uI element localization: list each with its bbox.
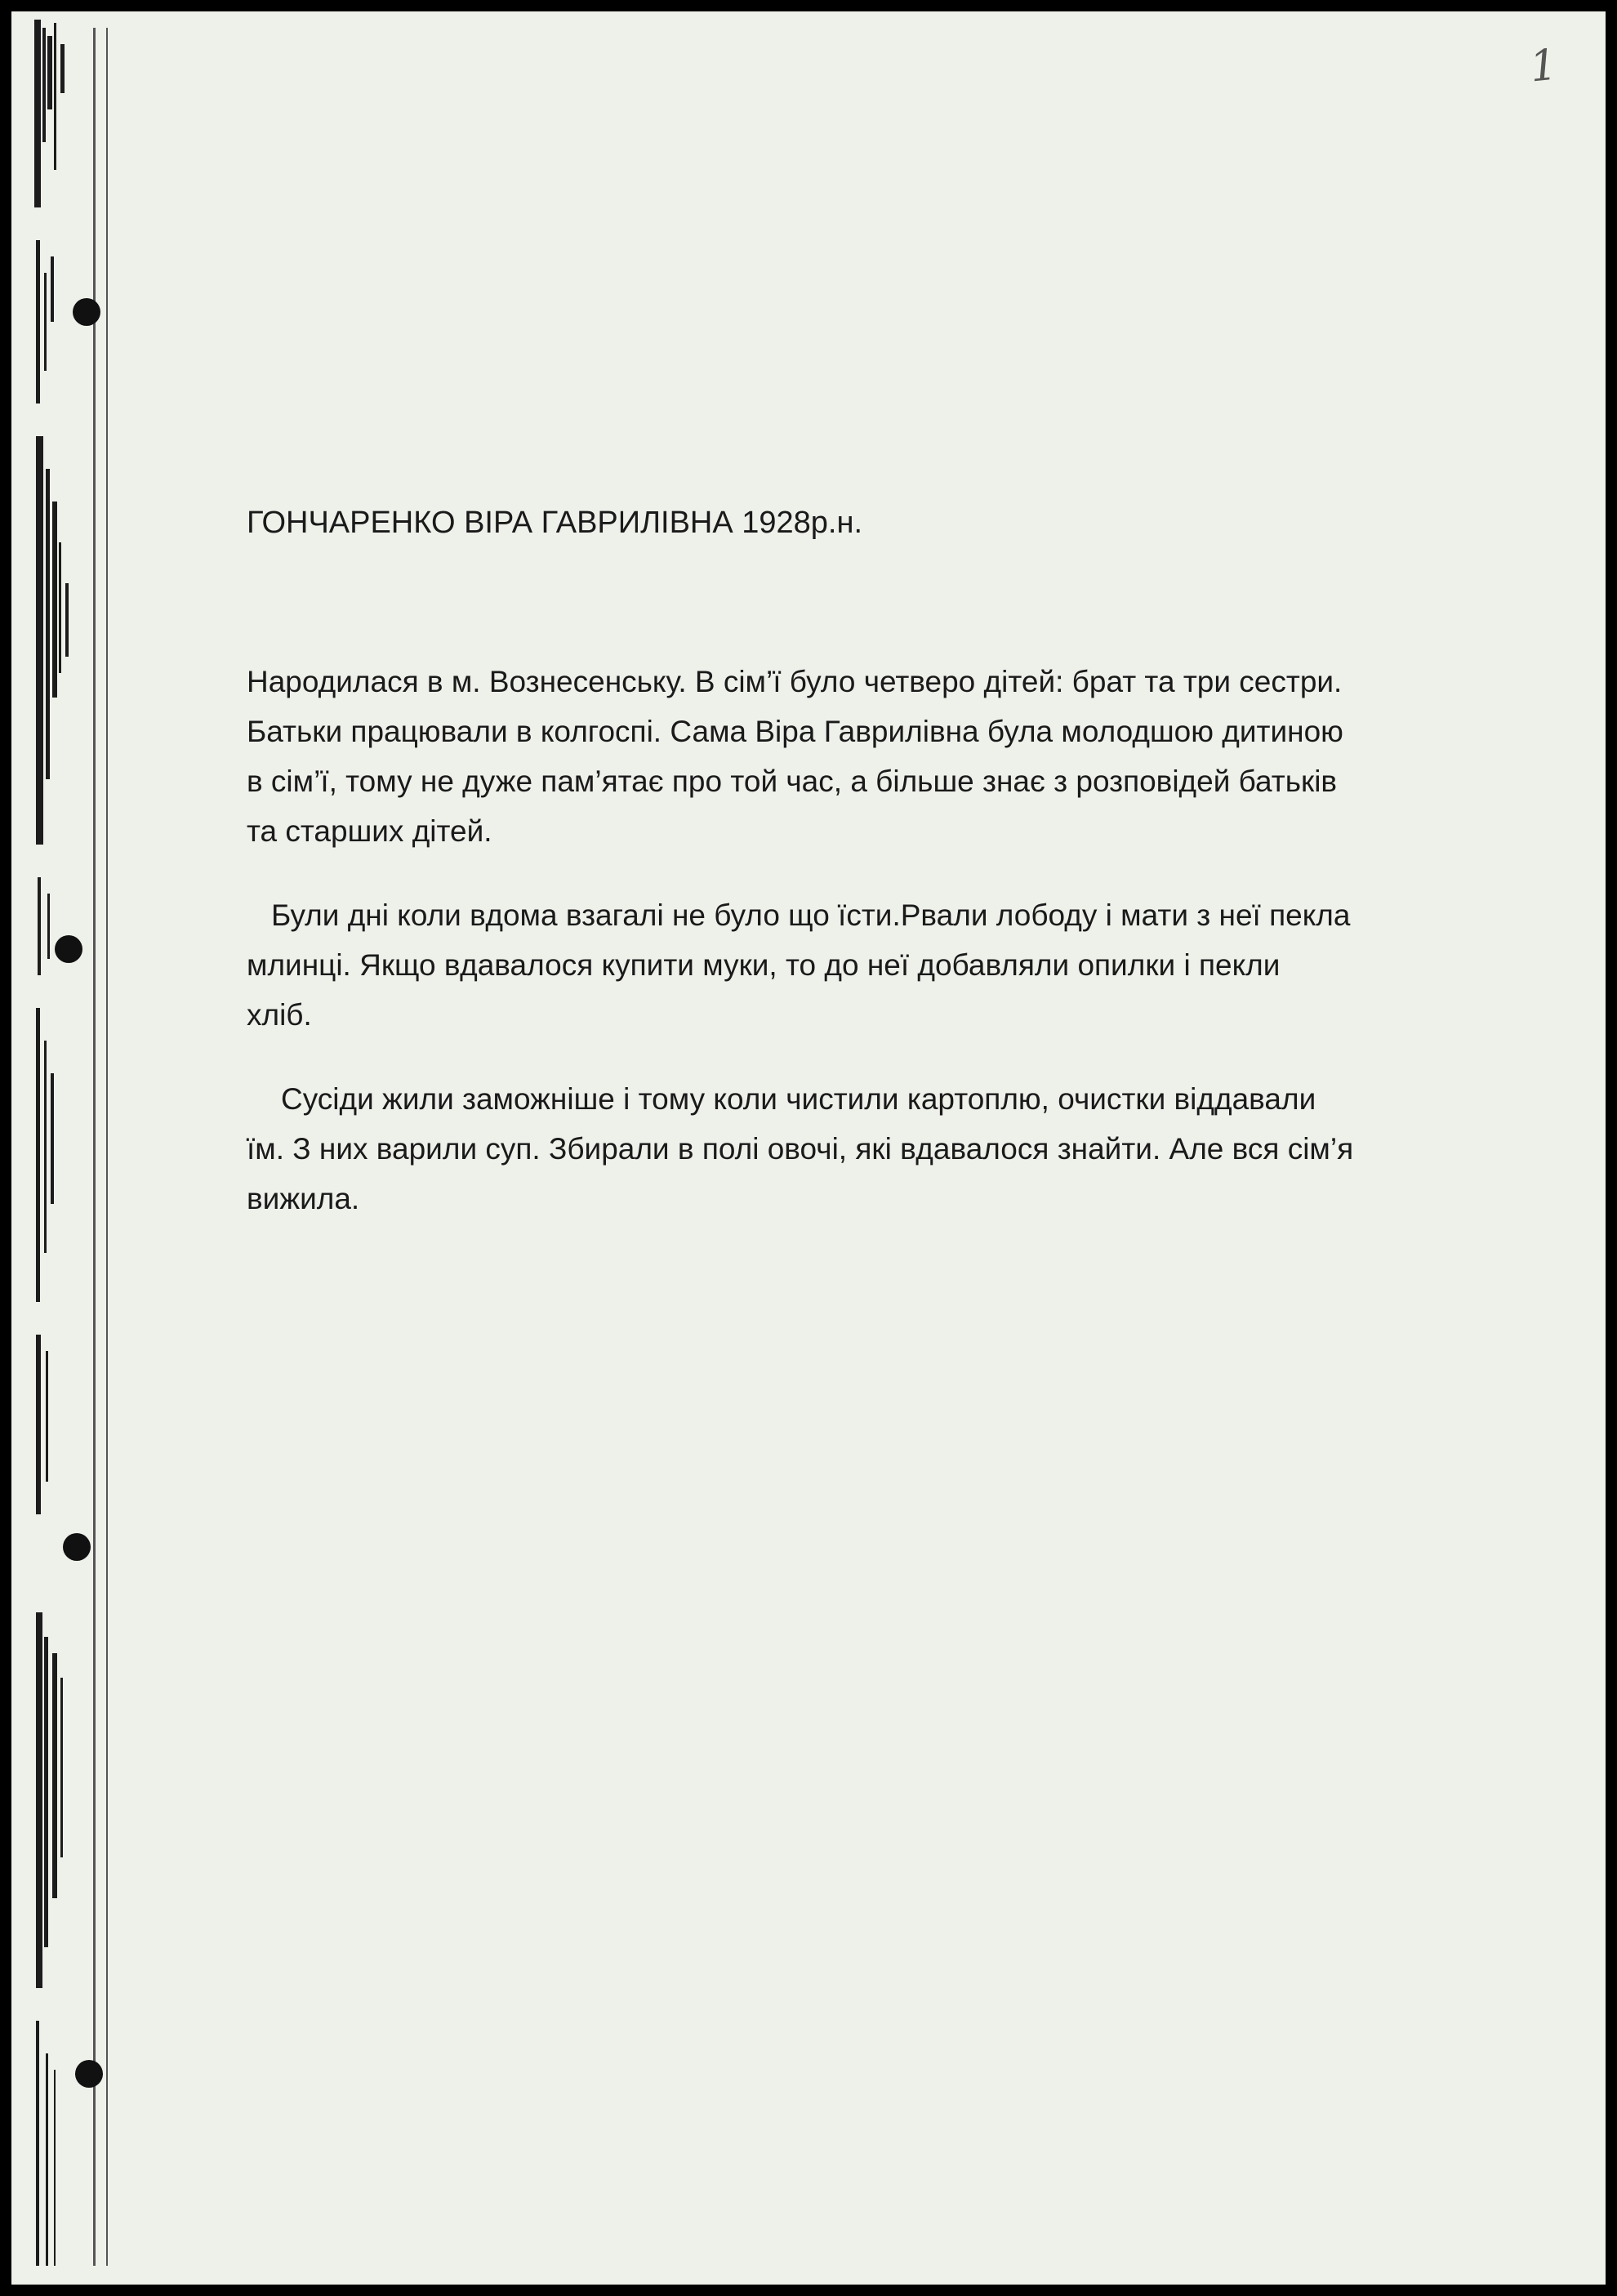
paragraph-line: Сусіди жили заможніше і тому коли чистили картоплю, очистки віддавали xyxy=(281,1082,1316,1116)
paragraph-line: та старших дітей. xyxy=(247,814,492,848)
binding-marks xyxy=(34,20,69,2266)
paragraph-line: хліб. xyxy=(247,998,312,1032)
document-title: ГОНЧАРЕНКО ВІРА ГАВРИЛІВНА 1928р.н. xyxy=(247,506,863,540)
paragraph-line: Були дні коли вдома взагалі не було що їсти.Рвали лободу і мати з неї пекла xyxy=(271,898,1351,932)
paragraph-1 xyxy=(247,657,1521,856)
paragraph-line: в сім’ї, тому не дуже пам’ятає про той час, а більше знає з розповідей батьків xyxy=(247,765,1338,798)
paragraph-line: вижила. xyxy=(247,1182,360,1215)
scan-margin-strip xyxy=(11,11,126,2285)
page-number: 1 xyxy=(1527,40,1560,92)
paragraph-line: Батьки працювали в колгоспі. Сама Віра Гаврилівна була молодшою дитиною xyxy=(247,715,1343,748)
paragraph-3 xyxy=(247,1074,1521,1224)
paragraph-line: Народилася в м. Вознесенську. В сім’ї було четверо дітей: брат та три сестри. xyxy=(247,665,1343,698)
paragraph-line: їм. З них варили суп. Збирали в полі овочі, які вдавалося знайти. Але вся сім’я xyxy=(247,1132,1354,1166)
document-body xyxy=(247,657,1521,1258)
paragraph-2 xyxy=(247,890,1521,1040)
paragraph-line: млинці. Якщо вдавалося купити муки, то до неї добавляли опилки і пекли xyxy=(247,948,1281,982)
document-page xyxy=(11,11,1606,2285)
edge-lines xyxy=(93,28,108,2266)
